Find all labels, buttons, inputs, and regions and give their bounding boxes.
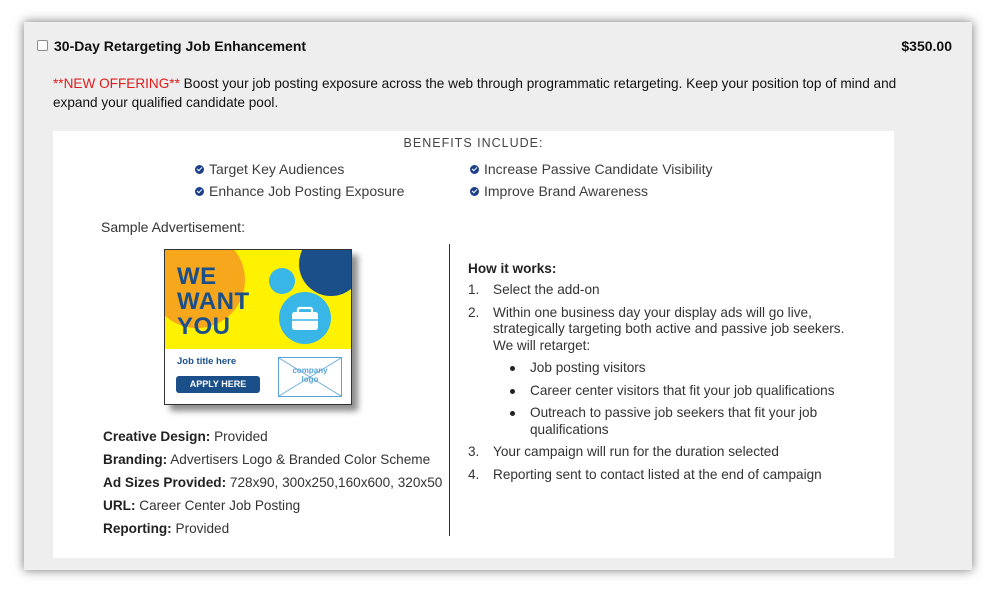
- add-on-checkbox[interactable]: [37, 40, 48, 51]
- sample-ad-label: Sample Advertisement:: [101, 219, 245, 235]
- spec-row: URL: Career Center Job Posting: [103, 498, 301, 513]
- how-it-works: [468, 261, 868, 489]
- ad-navy-circle: [299, 249, 352, 296]
- retarget-item: Job posting visitors: [468, 360, 868, 377]
- spec-row: Reporting: Provided: [103, 521, 230, 536]
- step-item: 4. Reporting sent to contact listed at the end of campaign: [468, 466, 822, 482]
- check-circle-icon: [470, 165, 479, 174]
- ad-company-logo: company logo: [278, 357, 342, 397]
- ad-blue-circle: [269, 268, 295, 294]
- how-it-works-title: How it works:: [468, 261, 557, 276]
- briefcase-icon: [279, 292, 331, 344]
- bullet-icon: [510, 389, 515, 394]
- add-on-title[interactable]: 30-Day Retargeting Job Enhancement: [54, 38, 307, 54]
- add-on-description: [53, 74, 933, 112]
- check-circle-icon: [195, 165, 204, 174]
- step-item: 1. Select the add-on: [468, 282, 600, 297]
- description-text: Boost your job posting exposure across the web through programmatic retargeting. Keep your position top of mind and expand your qualified candidate pool.: [53, 76, 897, 110]
- step-item: 3. Your campaign will run for the duration selected: [468, 444, 779, 459]
- ad-blue-circle: [279, 292, 331, 344]
- benefit-item: Increase Passive Candidate Visibility: [470, 161, 713, 177]
- benefits-title: BENEFITS INCLUDE:: [403, 136, 544, 150]
- add-on-header: [37, 37, 952, 57]
- benefit-item: Target Key Audiences: [195, 161, 344, 177]
- new-offering-tag: **NEW OFFERING**: [53, 76, 180, 91]
- add-on-card: [24, 22, 972, 570]
- bullet-icon: [510, 411, 515, 416]
- add-on-price: $350.00: [901, 38, 952, 54]
- check-circle-icon: [195, 187, 204, 196]
- spec-row: Branding: Advertisers Logo & Branded Color Scheme: [103, 452, 431, 467]
- spec-row: Ad Sizes Provided: 728x90, 300x250,160x600, 320x50: [103, 475, 443, 490]
- ad-job-title: Job title here: [177, 356, 237, 367]
- benefits-panel: [53, 131, 894, 558]
- bullet-icon: [510, 366, 515, 371]
- step-item: 2. Within one business day your display ads will go live, strategically targeting both active and passive job seekers. We will retarget:: [468, 304, 845, 353]
- ad-specs: [103, 428, 442, 543]
- ad-headline: WE WANT YOU: [177, 263, 250, 340]
- spec-row: Creative Design: Provided: [103, 429, 268, 444]
- retarget-item: Outreach to passive job seekers that fit your job qualifications: [468, 405, 868, 438]
- sample-ad-image: [164, 249, 352, 405]
- column-divider: [449, 244, 450, 536]
- benefit-item: Improve Brand Awareness: [470, 183, 648, 199]
- ad-apply-button: APPLY HERE: [176, 376, 260, 393]
- benefit-item: Enhance Job Posting Exposure: [195, 183, 404, 199]
- retarget-item: Career center visitors that fit your job qualifications: [468, 383, 868, 400]
- check-circle-icon: [470, 187, 479, 196]
